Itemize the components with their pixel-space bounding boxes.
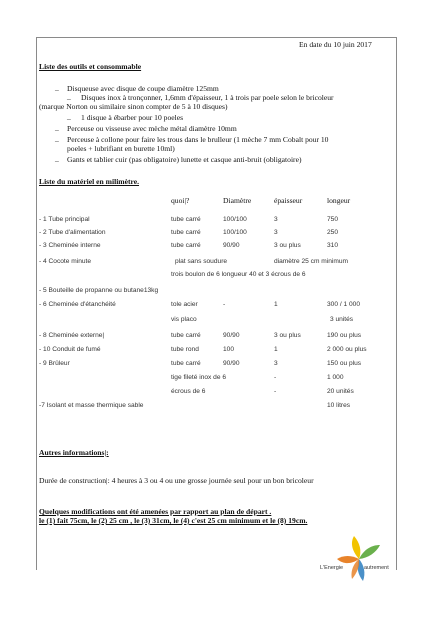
list-bullet: –	[55, 156, 59, 165]
list-item: Perceuse ou visseuse avec mèche métal diamètre 10mm	[67, 124, 237, 133]
list-bullet: –	[55, 125, 59, 134]
material-type: tube carré	[171, 216, 201, 223]
material-thickness: 1	[274, 301, 278, 308]
material-diameter: 100/100	[223, 216, 247, 223]
material-name: - 8 Cheminée externe|	[39, 332, 105, 339]
material-length: 1 000	[327, 374, 344, 381]
list-item: Disqueuse avec disque de coupe diamètre 125mm	[67, 84, 219, 93]
material-diameter: 90/90	[223, 360, 240, 367]
column-header-diametre: Diamètre	[223, 196, 252, 205]
column-header-epaisseur: épaisseur	[274, 196, 303, 205]
list-item: Gants et tablier cuir (pas obligatoire) lunette et casque anti-bruit (obligatoire)	[67, 155, 302, 164]
material-length: 2 000 ou plus	[327, 346, 367, 353]
list-item: 1 disque à ébarber pour 10 poeles	[81, 113, 184, 122]
material-length: 3 unités	[330, 316, 354, 323]
list-item: poeles + lubrifiant en burette 10ml)	[67, 144, 175, 153]
material-diameter: 90/90	[223, 332, 240, 339]
list-bullet: –	[55, 136, 59, 145]
material-type: tole acier	[171, 301, 198, 308]
material-name: - 3 Cheminée interne	[39, 242, 101, 249]
logo-text-left: L'Energie	[320, 565, 344, 571]
material-length: 750	[327, 216, 339, 223]
material-type: tube carré	[171, 332, 201, 339]
energie-autrement-logo	[320, 533, 389, 585]
material-diameter: -	[223, 301, 226, 308]
material-name: - 9 Brûleur	[39, 360, 70, 367]
material-length: 20 unités	[327, 388, 354, 395]
column-header-quoi: quoi|?	[171, 196, 190, 205]
list-bullet: –	[67, 94, 71, 103]
material-name: - 1 Tube principal	[39, 216, 90, 223]
material-length: 150 ou plus	[327, 360, 362, 367]
info-text: Durée de construction|: 4 heures à 3 ou 4 ou une grosse journée seul pour un bon bricoleur	[39, 476, 314, 485]
material-length: 300 / 1 000	[327, 301, 360, 308]
list-bullet: –	[55, 85, 59, 94]
modifications-line-2: le (1) fait 75cm, le (2) 25 cm , le (3) 31cm, le (4) c'est 25 cm minimum et le (8) 19cm.	[39, 516, 308, 525]
modifications-line-1: Quelques modifications ont été amenées par rapport au plan de départ .	[39, 507, 272, 516]
material-thickness: 3	[274, 360, 278, 367]
material-thickness: -	[274, 388, 277, 395]
material-name: - 4 Cocote minute	[39, 258, 92, 265]
material-thickness: 3 ou plus	[274, 242, 301, 249]
tools-heading: Liste des outils et consommable	[39, 62, 142, 71]
material-name: - 5 Bouteille de propanne ou butane13kg	[39, 287, 159, 294]
material-thickness: 1	[274, 346, 278, 353]
material-type: plat sans soudure	[175, 258, 228, 265]
material-thickness: 3 ou plus	[274, 332, 301, 339]
material-type: tube carré	[171, 229, 201, 236]
column-header-longeur: longeur	[327, 196, 351, 205]
material-length: 250	[327, 229, 339, 236]
material-name: - 6 Cheminée d'étanchéité	[39, 301, 116, 308]
material-name: - 10 Conduit de fumé	[39, 346, 101, 353]
material-length: 310	[327, 242, 339, 249]
document-date: En date du 10 juin 2017	[299, 40, 372, 49]
materials-heading: Liste du matériel en milimètre.	[39, 177, 140, 186]
material-type: vis placo	[171, 316, 197, 323]
material-thickness: -	[274, 374, 277, 381]
material-diameter: 90/90	[223, 242, 240, 249]
leaf-logo-icon	[334, 533, 384, 585]
material-type: tube rond	[171, 346, 199, 353]
material-type: tube carré	[171, 242, 201, 249]
material-thickness: 3	[274, 229, 278, 236]
material-type: tige fileté inox de 6	[171, 374, 226, 381]
info-heading: Autres informations|:	[39, 448, 109, 457]
material-type: écrous de 6	[171, 388, 206, 395]
material-length: 10 litres	[327, 402, 351, 409]
list-item: Perceuse à collone pour faire les trous dans le brulleur (1 mèche 7 mm Cobalt pour 10	[67, 135, 329, 144]
material-diameter: 100	[223, 346, 235, 353]
material-name: - 2 Tube d'alimentation	[39, 229, 106, 236]
material-diameter: 100/100	[223, 229, 247, 236]
list-item: Disques inox à tronçonner, 1,6mm d'épaisseur, 1 à trois par poele selon le bricoleur	[81, 93, 334, 102]
material-length: 190 ou plus	[327, 332, 362, 339]
material-type: trois boulon de 6 longueur 40 et 3 écrous de 6	[171, 271, 306, 278]
list-bullet: –	[67, 114, 71, 123]
material-thickness: 3	[274, 216, 278, 223]
material-thickness: diamètre 25 cm minimum	[274, 258, 349, 265]
material-name: -7 Isolant et masse thermique sable	[39, 402, 144, 409]
material-type: tube carré	[171, 360, 201, 367]
list-item: (marque Norton ou similaire sinon compter de 5 à 10 disques)	[39, 102, 228, 111]
logo-text-right: autrement	[364, 565, 389, 571]
